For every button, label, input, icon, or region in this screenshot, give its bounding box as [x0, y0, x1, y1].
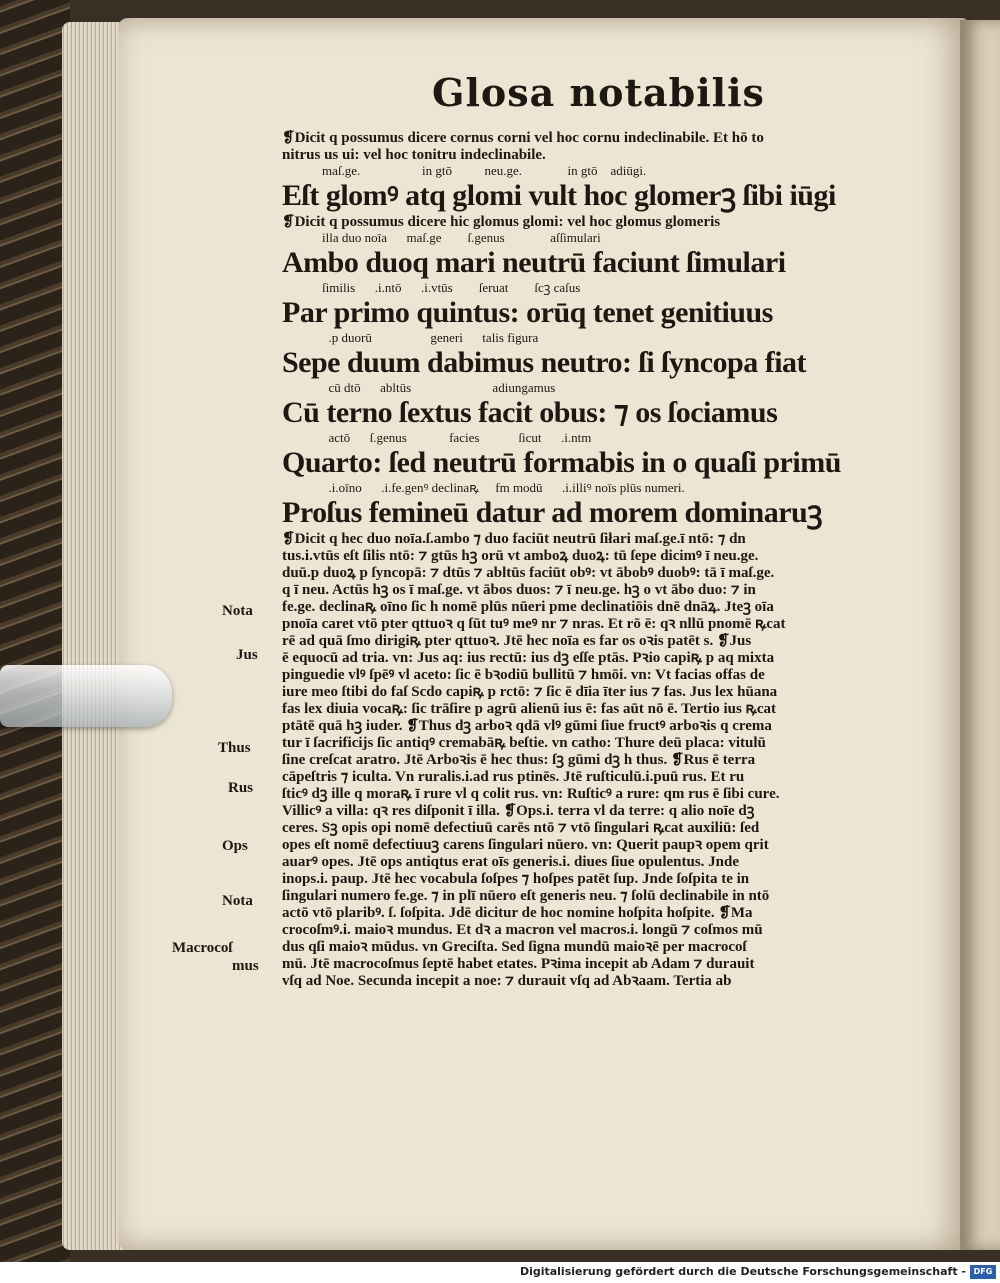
page-clamp — [0, 665, 172, 727]
text-line: ❡Dicit q possumus dicere cornus corni vel hoc cornu indeclinabile. Et hō to — [282, 130, 764, 146]
verse-line: Par primo quintus: orūq tenet genitiuus — [282, 296, 773, 329]
gloss-line: .p duorū generi talis figura — [322, 331, 539, 345]
text-line: cāpeſtris ⁊ iculta. Vn ruralis.i.ad rus ptinēs. Jtē ruſticulū.i.puū rus. Et ru — [282, 769, 745, 785]
gloss-line: maſ.ge. in gtō neu.ge. in gtō adiūgi. — [322, 164, 647, 178]
verse-line: Eſt glomꝰ atq glomi vult hoc glomerꝫ ſibi iūgi — [282, 179, 836, 212]
text-line: actō vtō plaribꝰ. ſ. ſoſpita. Jdē dicitur de hoc nomine hoſpita hoſpite. ❡Ma — [282, 905, 753, 921]
text-line: rē ad quā ſmo dirigiꝶ pter qttuoꝛ. Jtē hec noīa es far os oꝛis patēt s. ❡Jus — [282, 633, 752, 649]
footer-credit: Digitalisierung gefördert durch die Deutsche Forschungsgemeinschaft - — [519, 1265, 966, 1278]
text-line: ❡Dicit q possumus dicere hic glomus glomi: vel hoc glomus glomeris — [282, 214, 721, 230]
text-line: inops.i. paup. Jtē hec vocabula ſoſpes ⁊ hoſpes patēt ſup. Jnde ſoſpita te in — [282, 871, 750, 887]
margin-note: Thus — [218, 740, 251, 756]
facing-page-edge — [960, 20, 1000, 1250]
margin-note: Macrocoſ — [172, 940, 233, 956]
text-line: mū. Jtē macrocoſmus ſeptē habet etates. Pꝛima incepit ab Adam ⁊ durauit — [282, 956, 755, 972]
text-line: ſine creſcat aratro. Jtē Arboꝛis ē hec thus: ſꝫ gūmi dꝫ h thus. ❡Rus ē terra — [282, 752, 756, 768]
margin-note: Rus — [228, 780, 254, 796]
gloss-line: illa duo noīa maſ.ge ſ.genus aſſimulari — [322, 231, 601, 245]
text-line: ❡Dicit q hec duo noīa.ſ.ambo ⁊ duo faciūt neutrū ſiłari maſ.ge.ī ntō: ⁊ dn — [282, 531, 746, 547]
text-line: fe.ge. declinaꝶ oīno ſic h nomē plūs nūeri pme declinatiōis dnē dnāꝝ. Jteꝫ oīa — [282, 599, 774, 615]
text-line: tus.i.vtūs eſt ſilis ntō: ⁊ gtūs hꝫ orū vt amboꝝ duoꝝ: tū ſepe dicimꝰ ī neu.ge. — [282, 548, 759, 564]
book-cover-edge — [0, 0, 70, 1262]
text-line: ceres. Sꝫ opis opi nomē defectiuū carēs ntō ⁊ vtō ſingulari ꝶcat auxiliū: ſed — [282, 820, 760, 836]
verse-line: Proſus femineū datur ad morem dominaruꝫ — [282, 496, 823, 529]
text-line: dus qſi maioꝛ mūdus. vn Greciſta. Sed ſigna mundū maioꝛē per macrocoſ — [282, 939, 747, 955]
text-line: fas lex diuia vocaꝶ: ſic trāſire p agrū alienū ius ē: fas aūt nō ē. Tertio ius ꝶcat — [282, 701, 776, 717]
verse-line: Quarto: ſed neutrū formabis in o quaſi primū — [282, 446, 841, 479]
text-line: iure meo ſtibi do faſ Scdo capiꝶ p rctō: ⁊ ſic ē dīia īter ius ⁊ fas. Jus lex hūana — [282, 684, 778, 700]
text-line: q ī neu. Actūs hꝫ os ī maſ.ge. vt ābos duos: ⁊ ī neu.ge. hꝫ o vt ābo duo: ⁊ in — [282, 582, 756, 598]
page-heading: Glosa notabilis — [432, 70, 765, 115]
verse-line: Cū terno ſextus facit obus: ⁊ os ſociamus — [282, 396, 778, 429]
margin-note: mus — [232, 958, 259, 974]
text-line: auarꝰ opes. Jtē ops antiqtus erat oīs generis.i. diues ſiue opulentus. Jnde — [282, 854, 740, 870]
gloss-line: ſimilis .i.ntō .i.vtūs ſeruat ſcꝫ caſus — [322, 281, 581, 295]
verse-line: Sepe duum dabimus neutro: ſi ſyncopa fiat — [282, 346, 807, 379]
verse-line: Ambo duoq mari neutrū faciunt ſimulari — [282, 246, 786, 279]
text-line: ē equocū ad tria. vn: Jus aq: ius rectū: ius dꝫ eſſe ptās. Pꝛio capiꝶ p aq mixta — [282, 650, 775, 666]
dfg-logo: DFG — [970, 1265, 996, 1279]
margin-note: Nota — [222, 893, 253, 909]
margin-note: Jus — [236, 647, 258, 663]
margin-note: Nota — [222, 603, 253, 619]
text-line: ſingulari numero fe.ge. ⁊ in plī nūero eſt generis neu. ⁊ ſolū declinabile in ntō — [282, 888, 770, 904]
margin-note: Ops — [222, 838, 248, 854]
text-line: crocoſmꝰ.i. maioꝛ mundus. Et dꝛ a macron vel macros.i. longū ⁊ coſmos mū — [282, 922, 763, 938]
text-line: vſq ad Noe. Secunda incepit a noe: ⁊ durauit vſq ad Abꝛaam. Tertia ab — [282, 973, 732, 989]
text-line: opes eſt nomē defectiuuꝫ carens ſingulari nūero. vn: Querit paupꝛ opem qrit — [282, 837, 769, 853]
text-line: ptātē quā hꝫ iuder. ❡Thus dꝫ arboꝛ qdā vlꝰ gūmi ſiue fructꝰ arboꝛis q crema — [282, 718, 772, 734]
text-line: pinguedie vlꝰ ſpēꝰ vl aceto: ſic ē bꝛodiū bullitū ⁊ hmōi. vn: Vt facias offas de — [282, 667, 765, 683]
gloss-line: .i.oīno .i.fe.genꝰ declinaꝶ fm modū .i.illiꝰ noīs plūs numeri. — [322, 481, 685, 495]
gloss-line: actō ſ.genus facies ſicut .i.ntm — [322, 431, 592, 445]
text-line: Villicꝰ a villa: qꝛ res diſponit ī illa. ❡Ops.i. terra vl da terre: q alio noīe dꝫ — [282, 803, 755, 819]
text-line: pnoīa caret vtō pter qttuoꝛ q ſūt tuꝰ meꝰ nr ⁊ nras. Et rō ē: qꝛ nllū pnomē ꝶcat — [282, 616, 786, 632]
text-line: nitrus us ui: vel hoc tonitru indeclinabile. — [282, 147, 546, 163]
footer-bar — [0, 1262, 1000, 1283]
text-body — [282, 130, 882, 990]
text-line: tur ī ſacrificijs ſic antiqꝰ cremabāꝶ beſtie. vn catho: Thure deū placa: vitulū — [282, 735, 766, 751]
gloss-line: cū dtō abltūs adiungamus — [322, 381, 556, 395]
text-line: duū.p duoꝝ p ſyncopā: ⁊ dtūs ⁊ abltūs faciūt obꝰ: vt ābobꝰ duobꝰ: tā ī maſ.ge. — [282, 565, 775, 581]
text-line: ſticꝰ dꝫ ille q moraꝶ ī rure vl q colit rus. vn: Ruſticꝰ a rure: qm rus ē ſibi cure. — [282, 786, 780, 802]
